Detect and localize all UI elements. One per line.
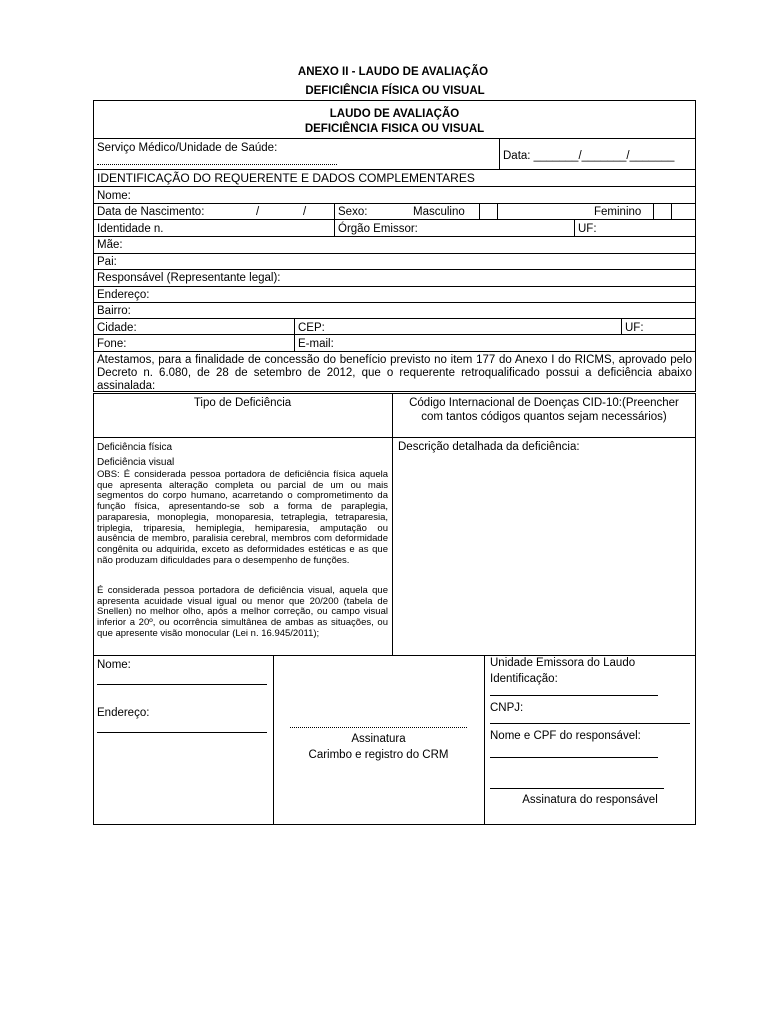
document-title: ANEXO II - LAUDO DE AVALIAÇÃO (297, 66, 489, 78)
pai-label[interactable]: Pai: (97, 256, 117, 268)
cid-header-line2: com tantos códigos quantos sejam necessários) (421, 411, 667, 423)
endereco-label[interactable]: Endereço: (97, 289, 150, 301)
assinatura-responsavel-line[interactable] (490, 788, 664, 789)
nome-cpf-label[interactable]: Nome e CPF do responsável: (490, 730, 641, 742)
obs-visual: É considerada pessoa portadora de deficiência visual, aquela que apresenta acuidade visual igual ou menor que 20/200 (tabela de Snellen) no melhor olho, após a melhor correção, ou campo visual inferior a 20º, ou ocorrência simultânea de ambas as situações, ou que apresente visão monocular (Lei n. 16.945/2011); (97, 585, 388, 639)
mae-label[interactable]: Mãe: (97, 239, 123, 251)
bairro-label[interactable]: Bairro: (97, 305, 131, 317)
fone-label[interactable]: Fone: (97, 338, 127, 350)
deficiencia-fisica-option[interactable]: Deficiência física (97, 442, 173, 453)
footer-endereco-label[interactable]: Endereço: (97, 707, 150, 719)
identidade-label[interactable]: Identidade n. (97, 223, 164, 235)
sexo-label: Sexo: (338, 206, 368, 218)
cidade-label[interactable]: Cidade: (97, 322, 137, 334)
cid-header-line1: Código Internacional de Doenças CID-10:(Preencher (409, 397, 679, 409)
deficiencia-visual-option[interactable]: Deficiência visual (97, 457, 175, 468)
footer-endereco-line[interactable] (97, 732, 267, 733)
identificacao-line[interactable] (490, 695, 658, 696)
masculino-label: Masculino (413, 206, 465, 218)
orgao-label[interactable]: Órgão Emissor: (338, 223, 418, 235)
responsavel-label[interactable]: Responsável (Representante legal): (97, 272, 281, 284)
footer-nome-label[interactable]: Nome: (97, 659, 131, 671)
obs-fisica: OBS: É considerada pessoa portadora de deficiência física aquela que apresenta alteração completa ou parcial de um ou mais segmentos do corpo humano, acarretando o comprometimento da função física, apresentando-se sob a forma de paraplegia, paraparesia, monoplegia, monoparesia, tetraplegia, tetraparesia, triplegia, triparesia, hemiplegia, hemiparesia, amputação ou ausência de membro, paralisia cerebral, membros com deformidade congênita ou adquirida, exceto as deformidades estéticas e as que não produzam dificuldades para o desempenho de funções. (97, 469, 388, 566)
nome-label[interactable]: Nome: (97, 190, 131, 202)
footer-nome-line[interactable] (97, 684, 267, 685)
nascimento-label[interactable]: Data de Nascimento: (97, 206, 205, 218)
assinatura-responsavel-label: Assinatura do responsável (522, 794, 658, 806)
uf2-label[interactable]: UF: (625, 322, 644, 334)
cep-label[interactable]: CEP: (298, 322, 325, 334)
email-label[interactable]: E-mail: (298, 338, 334, 350)
box-title-line2: DEFICIÊNCIA FISICA OU VISUAL (304, 123, 485, 135)
feminino-checkbox[interactable] (654, 204, 670, 218)
cnpj-label[interactable]: CNPJ: (490, 702, 524, 714)
identificacao-label[interactable]: Identificação: (490, 673, 558, 685)
data-field[interactable]: Data: _______/_______/_______ (503, 150, 675, 162)
tipo-deficiencia-header: Tipo de Deficiência (193, 397, 292, 409)
section-title: IDENTIFICAÇÃO DO REQUERENTE E DADOS COMPLEMENTARES (97, 171, 475, 185)
masculino-checkbox[interactable] (480, 204, 496, 218)
carimbo-label: Carimbo e registro do CRM (308, 749, 449, 761)
feminino-label: Feminino (594, 206, 642, 218)
uf-label[interactable]: UF: (578, 223, 597, 235)
signature-line[interactable] (290, 727, 467, 728)
nascimento-slash-1: / (256, 206, 260, 218)
nome-cpf-line[interactable] (490, 757, 658, 758)
servico-label: Serviço Médico/Unidade de Saúde: (97, 142, 278, 154)
unidade-emissora-label: Unidade Emissora do Laudo (490, 657, 636, 669)
cnpj-line[interactable] (490, 723, 690, 724)
nascimento-slash-2: / (303, 206, 307, 218)
document-subtitle: DEFICIÊNCIA FÍSICA OU VISUAL (305, 85, 485, 97)
servico-line[interactable] (97, 164, 337, 165)
descricao-label[interactable]: Descrição detalhada da deficiência: (398, 441, 580, 453)
box-title-line1: LAUDO DE AVALIAÇÃO (329, 108, 460, 120)
assinatura-label: Assinatura (351, 733, 406, 745)
atestamos-paragraph: Atestamos, para a finalidade de concessão do benefício previsto no item 177 do Anexo I do RICMS, aprovado pelo Decreto n. 6.080, de 28 de setembro de 2012, que o requerente retroqualificado possui a deficiência abaixo assinalada: (97, 354, 692, 392)
